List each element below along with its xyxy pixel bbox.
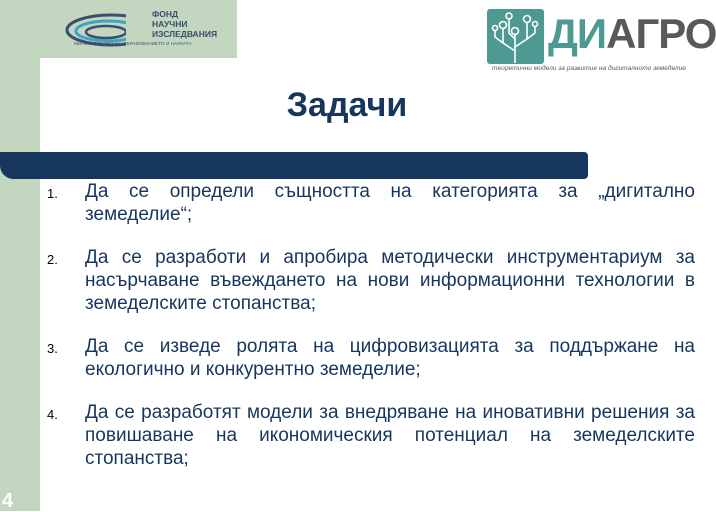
slide-title: Задачи <box>286 86 408 124</box>
fni-line-2: НАУЧНИ <box>152 19 188 29</box>
list-item-text: Да се разработи и апробира методически инструментариум за насърчаване въвеждането на нови информационни технологии в земеделските стопанства; <box>85 247 695 314</box>
diagro-word-part-2: АГРО <box>606 10 716 57</box>
list-item <box>47 246 695 315</box>
list-item-number: 4. <box>47 407 58 422</box>
fni-line-1: ФОНД <box>152 9 179 19</box>
task-list <box>47 180 695 490</box>
list-item-text: Да се определи същността на категорията за „дигитално земеделие“; <box>85 181 695 225</box>
fni-logo-subtitle: МИНИСТЕРСТВО НА ОБРАЗОВАНИЕТО И НАУКАТА <box>74 41 192 46</box>
fni-line-3: ИЗСЛЕДВАНИЯ <box>152 29 218 39</box>
fni-logo-text <box>152 9 217 39</box>
list-item-number: 1. <box>47 186 58 201</box>
diagro-wordmark <box>548 8 716 60</box>
list-item-text: Да се разработят модели за внедряване на иновативни решения за повишаване на икономическия потенциал на земеделските стопанства; <box>85 402 695 469</box>
title-underline-bar <box>0 152 588 179</box>
left-decor-band <box>0 0 40 511</box>
diagro-tagline: теоретични модели за развитие на дигиталното земеделие <box>492 65 686 72</box>
circuit-tree-icon <box>487 9 544 64</box>
list-item <box>47 180 695 226</box>
diagro-badge <box>487 9 544 64</box>
fni-logo <box>66 8 236 54</box>
slide-number: 4 <box>2 490 14 512</box>
list-item-text: Да се изведе ролята на цифровизацията за поддържане на екологично и конкурентно земеделие; <box>85 336 695 380</box>
list-item <box>47 401 695 470</box>
list-item <box>47 335 695 381</box>
list-item-number: 3. <box>47 341 58 356</box>
list-item-number: 2. <box>47 252 58 267</box>
diagro-word-part-1: ДИ <box>548 10 607 57</box>
diagro-logo <box>486 8 716 76</box>
